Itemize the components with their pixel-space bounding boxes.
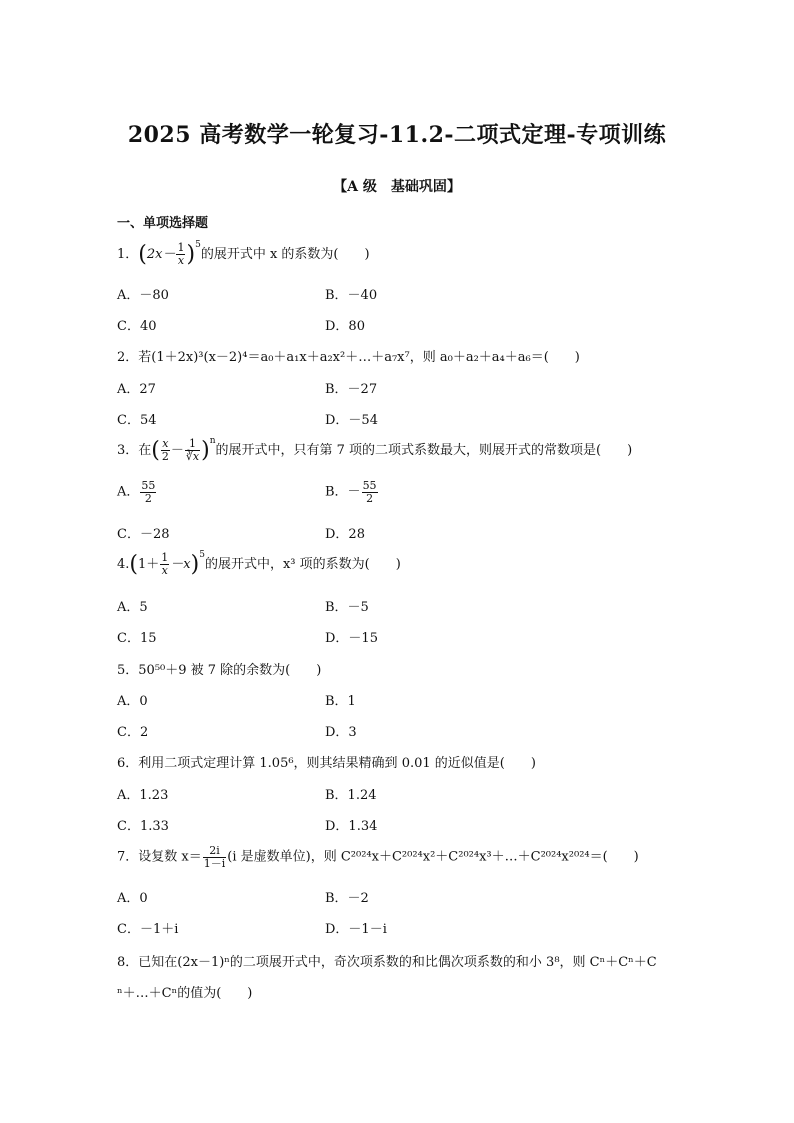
- fraction-numerator: 1: [185, 438, 200, 451]
- level-heading: 【A 级 基础巩固】: [333, 179, 461, 195]
- exponent: 5: [195, 239, 201, 250]
- question-1: [117, 239, 370, 267]
- q2-option-b: B．－27: [325, 382, 378, 397]
- fraction: [161, 438, 170, 462]
- question-tail: (i 是虚数单位)，则 C²⁰²⁴x＋C²⁰²⁴x²＋C²⁰²⁴x³＋…＋C²⁰²⁴x²⁰²⁴＝( ): [227, 849, 639, 865]
- q3-option-a: [117, 480, 157, 504]
- question-number: 1．: [117, 247, 139, 262]
- left-paren: (: [151, 438, 160, 463]
- q7-option-c: C．－1＋i: [117, 922, 179, 937]
- expr-part: －x: [170, 557, 191, 572]
- right-paren: ): [190, 552, 200, 577]
- question-tail: 的展开式中，x³ 项的系数为( ): [204, 557, 401, 572]
- q4-option-d: D．－15: [325, 631, 378, 646]
- fraction-denominator: 2: [144, 491, 152, 505]
- question-4: [117, 549, 401, 577]
- fraction-denominator: 2: [366, 491, 374, 505]
- fraction-denominator: x: [177, 254, 185, 267]
- q4-option-a: A．5: [117, 600, 148, 615]
- question-2: 2．若(1＋2x)³(x－2)⁴＝a₀＋a₁x＋a₂x²＋…＋a₇x⁷，则 a₀＋a₂＋a₄＋a₆＝( ): [117, 350, 580, 365]
- q7-option-d: D．－1－i: [325, 922, 387, 937]
- q4-option-b: B．－5: [325, 600, 369, 615]
- q1-option-d: D．80: [325, 319, 365, 334]
- q5-option-c: C．2: [117, 725, 149, 740]
- section-heading: 一、单项选择题: [117, 216, 209, 231]
- right-paren: ): [186, 242, 196, 267]
- fraction: [140, 480, 156, 504]
- question-number: 4.: [117, 557, 130, 572]
- question-number: 7．设复数 x＝: [117, 849, 202, 865]
- q6-option-b: B．1.24: [325, 788, 377, 803]
- q5-option-b: B．1: [325, 694, 356, 709]
- fraction-numerator: 1: [161, 551, 169, 565]
- q3-option-c: C．－28: [117, 527, 170, 542]
- q3-option-d: D．28: [325, 527, 365, 542]
- fraction-denominator: 2: [161, 450, 169, 463]
- exponent: 5: [199, 549, 205, 560]
- question-6: 6．利用二项式定理计算 1.05⁶，则其结果精确到 0.01 的近似值是( ): [117, 756, 536, 771]
- q1-option-a: A．－80: [117, 288, 169, 303]
- question-5: 5．50⁵⁰＋9 被 7 除的余数为( ): [117, 663, 322, 678]
- fraction: [203, 845, 227, 869]
- fraction-numerator: x: [162, 437, 169, 451]
- minus-sign: －: [170, 443, 184, 458]
- left-paren: (: [138, 242, 147, 267]
- fraction-denominator: x: [161, 564, 168, 577]
- fraction: [160, 552, 169, 576]
- expr-part: 1＋: [138, 557, 160, 572]
- document-title: 2025 高考数学一轮复习-11.2-二项式定理-专项训练: [127, 122, 667, 148]
- fraction-denominator: ∛x: [185, 450, 200, 463]
- right-paren: ): [201, 438, 210, 463]
- left-paren: (: [129, 552, 138, 577]
- q6-option-d: D．1.34: [325, 819, 378, 834]
- question-8-line-1: 8．已知在(2x－1)ⁿ的二项展开式中，奇次项系数的和比偶次项系数的和小 3⁸，则 Cⁿ＋Cⁿ＋C: [117, 955, 657, 970]
- fraction-numerator: 1: [177, 241, 185, 255]
- fraction-numerator: 55: [141, 479, 156, 492]
- q5-option-a: A．0: [117, 694, 148, 709]
- q7-option-b: B．－2: [325, 891, 369, 906]
- question-7: [117, 845, 639, 869]
- fraction: [362, 480, 378, 504]
- q2-option-a: A．27: [117, 382, 156, 397]
- q1-option-b: B．－40: [325, 288, 378, 303]
- expr-part: 2x－: [146, 247, 176, 262]
- question-3: [117, 435, 633, 463]
- question-number: 3．在: [117, 443, 152, 458]
- exponent: n: [209, 435, 216, 446]
- q4-option-c: C．15: [117, 631, 157, 646]
- q1-option-c: C．40: [117, 319, 157, 334]
- q2-option-c: C．54: [117, 413, 157, 428]
- q2-option-d: D．－54: [325, 413, 378, 428]
- question-tail: 的展开式中，只有第 7 项的二项式系数最大，则展开式的常数项是( ): [215, 443, 633, 458]
- option-label: B．－: [325, 484, 361, 500]
- q6-option-c: C．1.33: [117, 819, 169, 834]
- q3-option-b: [325, 480, 379, 504]
- option-label: A．: [117, 484, 140, 500]
- fraction-denominator: 1－i: [203, 856, 226, 870]
- q5-option-d: D．3: [325, 725, 357, 740]
- q7-option-a: A．0: [117, 891, 148, 906]
- fraction-numerator: 2i: [203, 845, 227, 858]
- question-8-line-2: ⁿ＋…＋Cⁿ的值为( ): [117, 986, 253, 1001]
- q6-option-a: A．1.23: [117, 788, 169, 803]
- question-tail: 的展开式中 x 的系数为( ): [200, 247, 370, 262]
- fraction-numerator: 55: [362, 479, 377, 492]
- fraction: [176, 242, 185, 266]
- fraction: [185, 438, 200, 462]
